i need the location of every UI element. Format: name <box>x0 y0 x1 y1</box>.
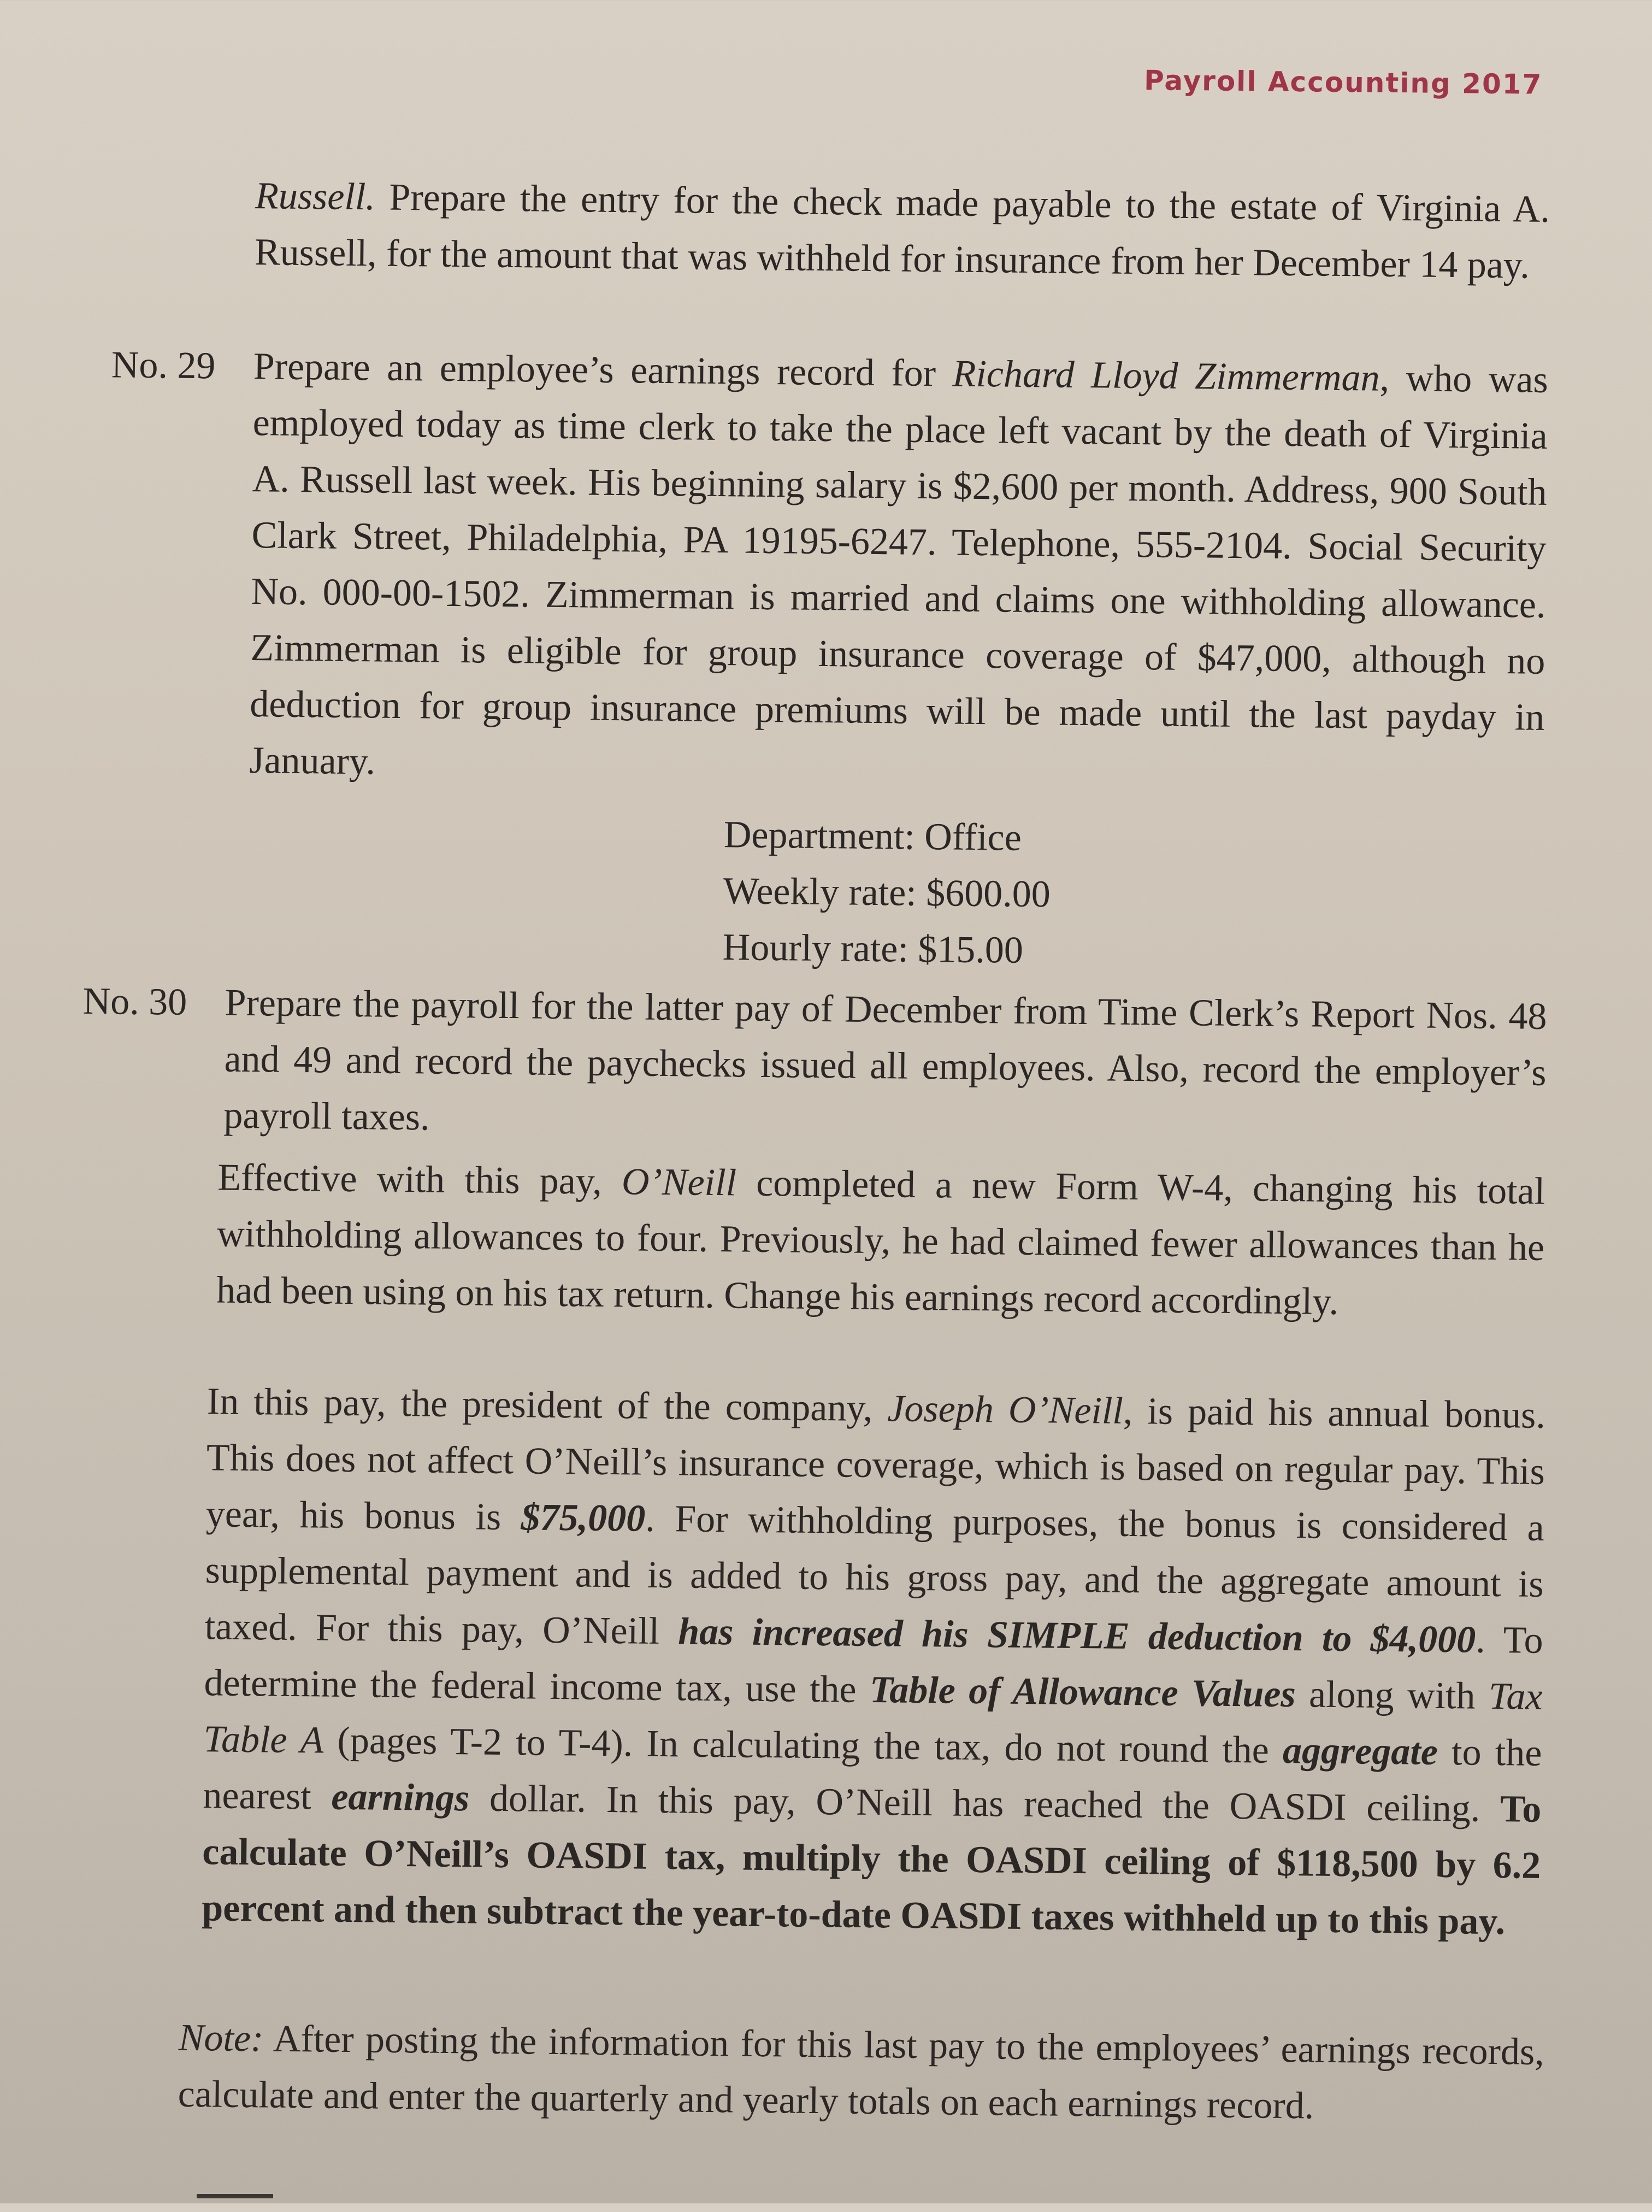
item-29-text-b: , who was employed today as time clerk to take the place left vacant by the death of Virginia A. Russell last week. His beginning salary is $2,600 per month. Address, 900 South Clark Street, Philadelphia, PA 19195-6247. Telephone, 555-2104. Social Security No. 000-00-1502. Zimmerman is married and claims one withholding allowance. Zimmerman is eligible for group insurance coverage of $47,000, although no deduction for group insurance premiums will be made until the last payday in January. <box>249 357 1549 783</box>
p2-text-a: Effective with this pay, <box>217 1156 622 1203</box>
p3-text-b: , is paid his annual bonus. This does not affect O’Neill’s insurance coverage, which is based on regular pay. This year, his bonus is <box>205 1390 1546 1539</box>
aggregate-word: aggregate <box>1282 1729 1438 1773</box>
p3-text-h: dollar. In this pay, O’Neill has reached the OASDI ceiling. <box>469 1777 1501 1831</box>
intro-name: Russell. <box>255 175 376 219</box>
tax-table-a: Tax Table A <box>203 1675 1543 1762</box>
p3-text-a: In this pay, the president of the company, <box>206 1380 888 1430</box>
p3-text-d: . To determine the federal income tax, use the <box>204 1619 1543 1711</box>
employee-name: Richard Lloyd Zimmerman <box>952 352 1380 399</box>
simple-deduction: has increased his SIMPLE deduction to $4,000 <box>677 1610 1476 1661</box>
note-paragraph <box>178 2010 1544 2137</box>
item-29-text-a: Prepare an employee’s earnings record for <box>253 345 953 395</box>
p3-text-f: (pages T-2 to T-4). In calculating the tax, do not round the <box>323 1719 1283 1772</box>
weekly-rate-line: Weekly rate: $600.00 <box>723 870 1051 916</box>
table-of-allowance-values: Table of Allowance Values <box>869 1669 1296 1716</box>
p3-text-e: along with <box>1295 1673 1489 1717</box>
oasdi-instruction: To calculate O’Neill’s OASDI tax, multiply the OASDI ceiling of $118,500 by 6.2 percent and then subtract the year-to-date OASDI taxes withheld up to this pay. <box>201 1788 1542 1943</box>
oneill-name: O’Neill <box>621 1161 737 1204</box>
p2-text-b: completed a new Form W-4, changing his total withholding allowances to four. Previously, he had claimed fewer allowances than he had been using on his tax return. Change his earnings record accordingly. <box>216 1162 1545 1323</box>
p3-text-g: to the nearest <box>203 1731 1542 1818</box>
intro-text: Prepare the entry for the check made payable to the estate of Virginia A. Russell, for the amount that was withheld for insurance from her December 14 pay. <box>254 176 1550 287</box>
item-30-paragraph-1: Prepare the payroll for the latter pay of December from Time Clerk’s Report Nos. 48 and 49 and record the paychecks issued all employees. Also, record the employer’s payroll taxes. <box>223 981 1547 1139</box>
president-name: Joseph O’Neill <box>887 1387 1124 1432</box>
p3-text-c: . For withholding purposes, the bonus is considered a supplemental payment and is added to his gross pay, and the aggregate amount is taxed. For this pay, O’Neill <box>204 1497 1545 1653</box>
rate-block <box>722 807 1051 979</box>
department-line: Department: Office <box>723 814 1022 859</box>
item-30-number: No. 30 <box>82 980 187 1023</box>
note-text: After posting the information for this last pay to the employees’ earnings records, calculate and enter the quarterly and yearly totals on each earnings record. <box>178 2017 1545 2127</box>
bonus-amount: $75,000 <box>521 1496 646 1540</box>
item-29-paragraph <box>249 338 1548 802</box>
bottom-rule <box>197 2194 273 2198</box>
intro-paragraph <box>255 168 1550 294</box>
item-30-paragraph-2 <box>216 1149 1545 1332</box>
note-label: Note: <box>178 2016 264 2060</box>
running-header: Payroll Accounting 2017 <box>1143 64 1543 101</box>
earnings-word: earnings <box>331 1775 470 1820</box>
item-30-paragraph-3 <box>202 1373 1546 1950</box>
hourly-rate-line: Hourly rate: $15.00 <box>722 926 1024 972</box>
item-29-number: No. 29 <box>111 344 216 387</box>
